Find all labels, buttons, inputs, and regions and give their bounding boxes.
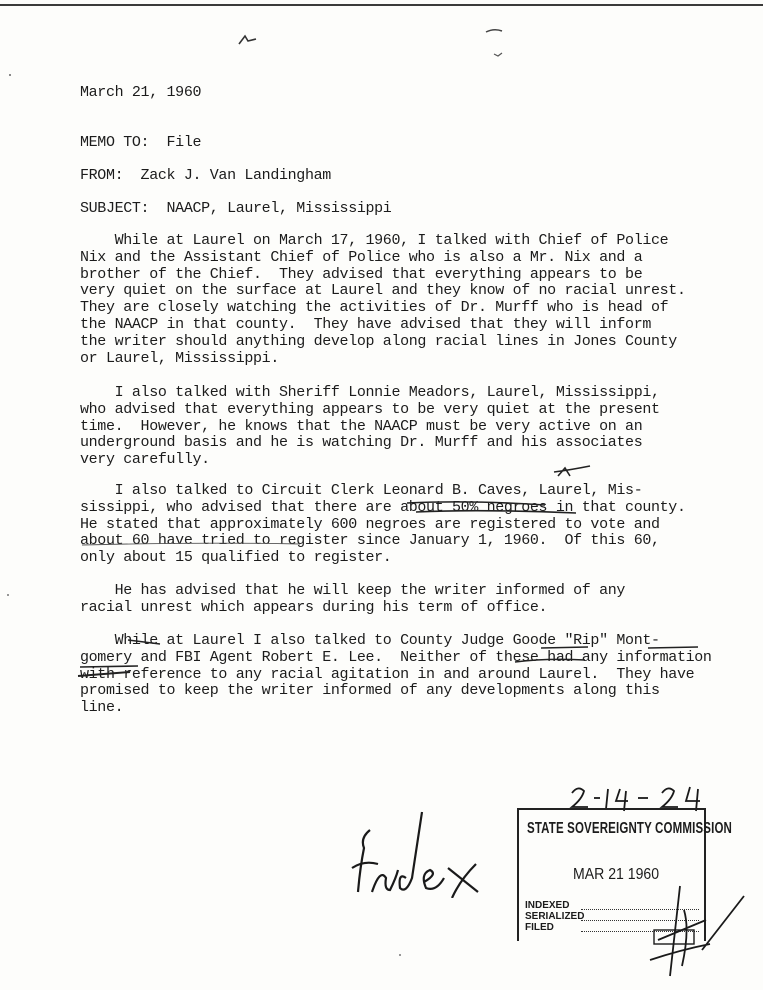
text-line: brother of the Chief. They advised that everything appears to be (80, 265, 643, 283)
text-line: Nix and the Assistant Chief of Police who is also a Mr. Nix and a (80, 248, 643, 266)
text-line: only about 15 qualified to register. (80, 549, 392, 567)
memo-date: March 21, 1960 (80, 84, 202, 101)
stamp-field-serialized: SERIALIZED (525, 911, 585, 922)
text-line: very carefully. (80, 451, 210, 469)
text-line: I also talked to Circuit Clerk Leonard B. Caves, Laurel, Mis- (80, 482, 643, 499)
stamp-scribble (640, 880, 750, 980)
text-line: While at Laurel I also talked to County Judge Goode "Rip" Mont- (80, 632, 660, 649)
memo-to: MEMO TO: File (80, 134, 202, 151)
text-line: promised to keep the writer informed of any developments along this (80, 682, 660, 700)
text-line: He stated that approximately 600 negroes are registered to vote and (80, 515, 660, 533)
stamp-title: STATE SOVEREIGNTY COMMISSION (527, 820, 733, 837)
text-line: sissippi, who advised that there are about 50% negroes in that county. (80, 498, 686, 516)
text-line: who advised that everything appears to be very quiet at the present (80, 400, 660, 418)
text-line: They are closely watching the activities of Dr. Murff who is head of (80, 299, 669, 317)
text-line: line. (80, 699, 124, 717)
text-line: I also talked with Sheriff Lonnie Meadors, Laurel, Mississippi, (80, 384, 660, 401)
text-line: underground basis and he is watching Dr. Murff and his associates (80, 434, 643, 452)
text-line: the writer should anything develop along racial lines in Jones County (80, 332, 677, 350)
text-line: or Laurel, Mississippi. (80, 349, 279, 367)
text-line: very quiet on the surface at Laurel and they know of no racial unrest. (80, 282, 686, 300)
text-line: with reference to any racial agitation in and around Laurel. They have (80, 665, 695, 683)
index-signature (350, 808, 490, 898)
text-line: about 60 have tried to register since January 1, 1960. Of this 60, (80, 532, 660, 550)
text-line: He has advised that he will keep the writer informed of any (80, 582, 626, 599)
memo-from: FROM: Zack J. Van Landingham (80, 167, 331, 184)
stamp-date: MAR 21 1960 (573, 866, 660, 883)
text-line: racial unrest which appears during his term of office. (80, 598, 548, 616)
stamp-field-filed: FILED (525, 922, 554, 933)
stamp-field-indexed: INDEXED (525, 900, 570, 911)
text-line: time. However, he knows that the NAACP must be very active on an (80, 417, 643, 435)
text-line: While at Laurel on March 17, 1960, I talked with Chief of Police (80, 232, 669, 249)
text-line: the NAACP in that county. They have advised that they will inform (80, 315, 651, 333)
text-line: gomery and FBI Agent Robert E. Lee. Neither of these had any information (80, 648, 712, 666)
memo-subject: SUBJECT: NAACP, Laurel, Mississippi (80, 200, 392, 217)
